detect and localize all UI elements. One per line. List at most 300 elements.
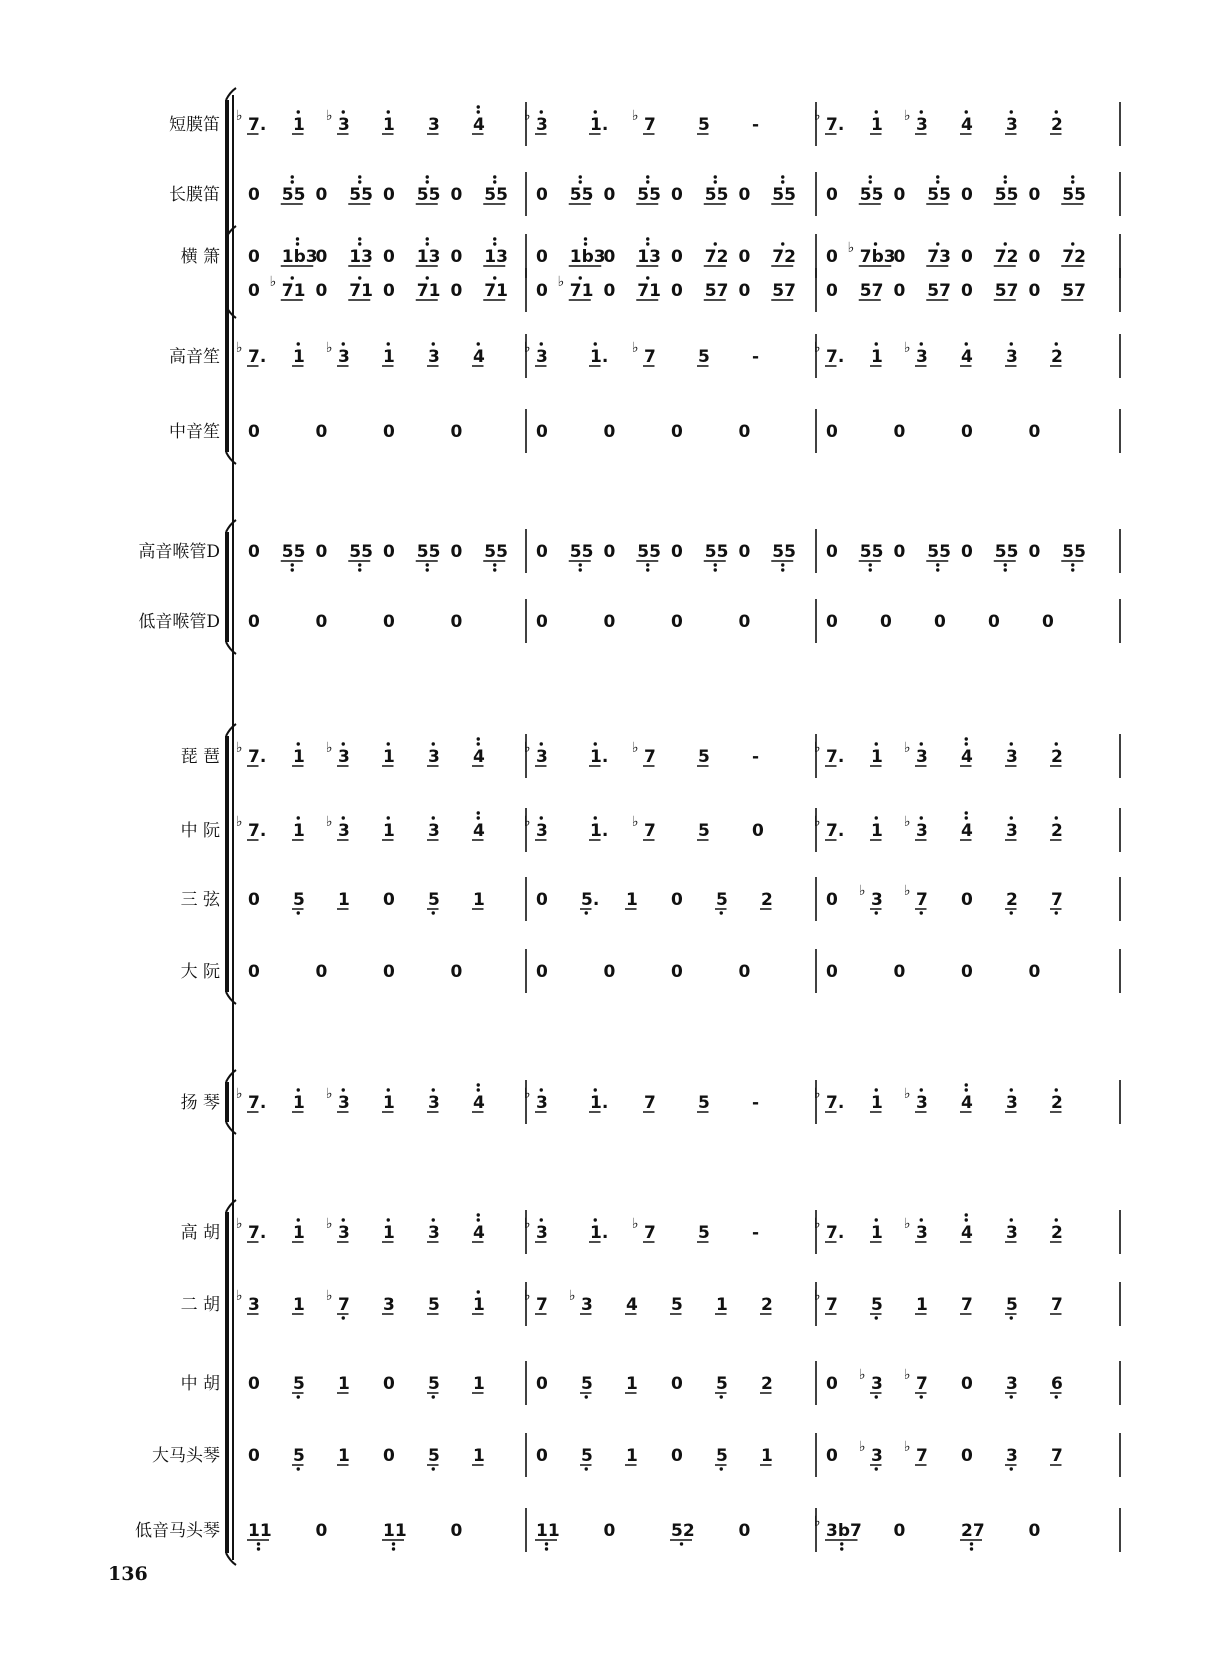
svg-text:0: 0 [988,612,1000,632]
note-hengxiao-1 [316,247,328,267]
note-sanxian [536,890,548,910]
svg-text:2: 2 [1051,821,1063,841]
note-sanxian [580,890,599,915]
svg-text:7.: 7. [248,821,267,841]
note-sanxian [826,890,838,910]
note-zhongyinsheng [894,422,906,442]
note-gaohu [697,1223,710,1243]
svg-text:7.: 7. [826,747,845,767]
note-duanmodi [382,110,395,135]
svg-text:0: 0 [826,890,838,910]
svg-text:1: 1 [761,1446,773,1466]
note-yangqin [814,1086,844,1113]
svg-text:7: 7 [916,1374,928,1394]
svg-text:55: 55 [1062,185,1086,205]
svg-text:♭: ♭ [524,740,531,756]
note-gaohu [814,1216,844,1243]
svg-text:6: 6 [1051,1374,1063,1394]
svg-text:0: 0 [383,422,395,442]
note-gaoyinsheng [524,340,548,367]
svg-text:3: 3 [581,1295,593,1315]
svg-text:♭: ♭ [524,1086,531,1102]
note-duanmodi [427,115,440,135]
note-gaohu [1050,1218,1063,1243]
svg-text:7: 7 [961,1295,973,1315]
note-pipa [236,740,266,767]
svg-text:♭: ♭ [326,340,333,356]
svg-text:0: 0 [603,247,616,267]
svg-text:0: 0 [248,1446,260,1466]
svg-text:♭: ♭ [904,883,911,899]
svg-text:0: 0 [536,612,548,632]
note-pipa [697,747,710,767]
svg-text:0: 0 [826,281,838,301]
note-sanxian [337,890,350,910]
svg-text:3: 3 [916,115,928,135]
note-duanmodi [632,108,656,135]
note-hengxiao-1 [281,237,318,267]
note-yangqin [589,1088,608,1113]
svg-text:-: - [752,347,760,367]
note-gaoyinsheng [904,340,928,367]
note-gaoyinsheng [1050,342,1063,367]
note-diyinhouguan [826,612,838,632]
note-damatouqin [472,1446,485,1466]
svg-text:1: 1 [626,1446,638,1466]
svg-text:0: 0 [450,612,463,632]
svg-text:0: 0 [248,281,260,301]
svg-text:0: 0 [315,422,328,442]
note-pipa [427,742,440,767]
note-gaoyinhouguan [281,542,306,572]
svg-text:0: 0 [536,890,548,910]
note-changmodi [671,185,683,205]
svg-text:7b3: 7b3 [859,247,896,267]
note-gaoyinhouguan [383,542,395,562]
note-changmodi [483,175,508,205]
note-gaohu [589,1218,608,1243]
svg-text:0: 0 [934,612,946,632]
note-diyinmatouqin [894,1521,906,1541]
note-zhongruan [814,814,844,841]
note-damatouqin [248,1446,260,1466]
note-gaoyinsheng [632,340,656,367]
svg-text:0: 0 [536,422,548,442]
svg-text:0: 0 [671,1446,683,1466]
svg-text:3: 3 [916,1093,928,1113]
note-duanmodi [589,110,608,135]
svg-text:0: 0 [671,422,683,442]
instrument-name-yangqin: 扬 琴 [180,1093,220,1113]
svg-text:7: 7 [536,1295,548,1315]
note-diyinhouguan [383,612,395,632]
svg-text:13: 13 [484,247,508,267]
svg-text:1: 1 [293,821,305,841]
note-sanxian [859,883,883,915]
note-yangqin [524,1086,548,1113]
note-hengxiao-2 [739,281,751,301]
note-erhu [292,1295,305,1315]
note-changmodi [569,175,594,205]
note-diyinhouguan [739,612,751,632]
svg-text:0: 0 [826,542,838,562]
svg-text:1: 1 [383,1223,395,1243]
bracket-yangqin [226,1070,236,1134]
note-gaoyinhouguan [926,542,951,572]
note-hengxiao-1 [248,247,260,267]
note-erhu [960,1295,973,1315]
svg-text:5: 5 [698,115,710,135]
svg-text:♭: ♭ [269,274,277,290]
svg-text:1: 1 [871,821,883,841]
note-changmodi [348,175,373,205]
note-hengxiao-2 [771,281,796,301]
note-damatouqin [671,1446,683,1466]
svg-text:0: 0 [738,247,751,267]
svg-text:1: 1 [626,890,638,910]
bracket-strings [226,1200,236,1565]
note-erhu [524,1288,548,1315]
note-pipa [1005,742,1018,767]
svg-text:0: 0 [315,185,328,205]
note-hengxiao-1 [671,247,683,267]
svg-text:7.: 7. [248,747,267,767]
instrument-name-changmodi: 长膜笛 [169,185,220,205]
svg-text:5: 5 [293,1374,305,1394]
note-hengxiao-2 [926,281,951,301]
svg-text:0: 0 [383,890,395,910]
svg-text:4: 4 [961,821,973,841]
note-gaoyinhouguan [1061,542,1086,572]
note-yangqin [236,1086,266,1113]
note-damatouqin [859,1439,883,1471]
note-hengxiao-2 [248,281,260,301]
svg-text:0: 0 [383,281,395,301]
note-sanxian [1005,890,1018,915]
note-changmodi [704,175,729,205]
svg-text:5: 5 [428,890,440,910]
svg-text:4: 4 [473,1223,485,1243]
note-hengxiao-2 [1061,281,1086,301]
note-duanmodi [752,115,759,135]
svg-text:7: 7 [644,347,656,367]
note-erhu [870,1295,883,1320]
note-zhonghu [904,1367,928,1399]
svg-text:3: 3 [871,1374,883,1394]
svg-text:5: 5 [293,890,305,910]
svg-text:♭: ♭ [326,1086,333,1102]
svg-text:0: 0 [383,185,395,205]
svg-text:3b7: 3b7 [826,1521,862,1541]
svg-text:0: 0 [1028,422,1041,442]
svg-text:2: 2 [761,1374,773,1394]
note-hengxiao-1 [383,247,395,267]
note-zhonghu [961,1374,973,1394]
svg-text:♭: ♭ [236,740,243,756]
note-hengxiao-1 [826,247,838,267]
svg-text:0: 0 [315,962,328,982]
note-gaohu [752,1223,759,1243]
svg-text:0: 0 [671,281,683,301]
svg-text:0: 0 [603,185,616,205]
svg-text:4: 4 [961,1223,973,1243]
note-zhongyinsheng [739,422,751,442]
svg-text:5: 5 [428,1374,440,1394]
svg-text:55: 55 [349,542,373,562]
svg-text:7.: 7. [826,1093,845,1113]
note-changmodi [994,175,1019,205]
svg-text:7: 7 [644,821,656,841]
svg-text:3: 3 [1006,1093,1018,1113]
note-diyinmatouqin [814,1514,862,1551]
note-damatouqin [760,1446,773,1466]
note-gaoyinsheng [236,340,266,367]
note-gaoyinsheng [1005,342,1018,367]
svg-text:2: 2 [761,1295,773,1315]
svg-text:0: 0 [603,1521,616,1541]
note-gaohu [904,1216,928,1243]
svg-text:3: 3 [871,890,883,910]
note-erhu [236,1288,260,1315]
svg-text:72: 72 [994,247,1019,267]
note-damatouqin [961,1446,973,1466]
note-zhongruan [382,816,395,841]
svg-text:0: 0 [536,281,548,301]
svg-text:55: 55 [704,542,729,562]
svg-text:0: 0 [826,422,838,442]
note-erhu [326,1288,350,1320]
svg-text:♭: ♭ [236,1086,243,1102]
note-pipa [870,742,883,767]
svg-text:1.: 1. [590,1223,609,1243]
svg-text:13: 13 [349,247,373,267]
svg-text:♭: ♭ [859,1367,866,1383]
note-hengxiao-2 [604,281,616,301]
svg-text:5: 5 [716,890,728,910]
note-zhonghu [625,1374,638,1394]
note-sanxian [625,890,638,910]
svg-text:57: 57 [704,281,729,301]
svg-text:0: 0 [536,1446,548,1466]
note-erhu [569,1288,593,1315]
note-gaoyinhouguan [348,542,373,572]
note-sanxian [248,890,260,910]
note-damatouqin [427,1446,440,1471]
svg-text:3: 3 [338,115,350,135]
svg-text:55: 55 [859,542,884,562]
instrument-name-zhongyinsheng: 中音笙 [169,422,220,442]
svg-text:5: 5 [428,1446,440,1466]
svg-text:0: 0 [383,1374,395,1394]
note-diyinhouguan [880,612,892,632]
svg-text:3: 3 [1006,821,1018,841]
svg-text:7: 7 [644,115,656,135]
note-yangqin [752,1093,759,1113]
instrument-name-gaoyinhouguan: 高音喉管D [138,542,220,562]
note-pipa [326,740,350,767]
svg-text:7.: 7. [826,821,845,841]
note-gaoyinhouguan [826,542,838,562]
note-hengxiao-1 [451,247,463,267]
svg-text:1: 1 [383,115,395,135]
note-changmodi [739,185,751,205]
note-duanmodi [697,115,710,135]
svg-text:0: 0 [315,247,328,267]
instrument-name-zhongruan: 中 阮 [180,821,220,841]
note-changmodi [536,185,548,205]
note-zhongyinsheng [383,422,395,442]
note-gaoyinhouguan [771,542,796,572]
note-sanxian [904,883,928,915]
instrument-name-diyinmatouqin: 低音马头琴 [135,1521,220,1541]
note-zhonghu [826,1374,838,1394]
svg-text:55: 55 [416,542,441,562]
note-zhongyinsheng [826,422,838,442]
note-changmodi [281,175,306,205]
svg-text:3: 3 [338,347,350,367]
note-zhongyinsheng [451,422,463,442]
svg-text:1: 1 [716,1295,728,1315]
note-damatouqin [536,1446,548,1466]
note-damatouqin [904,1439,928,1466]
svg-text:0: 0 [893,185,906,205]
note-daruan [826,962,838,982]
svg-text:0: 0 [671,962,683,982]
svg-text:7.: 7. [248,1093,267,1113]
note-duanmodi [236,108,266,135]
note-changmodi [1061,175,1086,205]
svg-text:0: 0 [603,542,616,562]
svg-text:0: 0 [315,542,328,562]
svg-text:4: 4 [473,821,485,841]
note-gaohu [960,1213,973,1243]
svg-text:0: 0 [536,962,548,982]
svg-text:♭: ♭ [632,108,639,124]
svg-text:0: 0 [315,612,328,632]
svg-text:0: 0 [383,1446,395,1466]
svg-text:5: 5 [428,1295,440,1315]
svg-text:1.: 1. [590,1093,609,1113]
svg-text:5: 5 [293,1446,305,1466]
svg-text:♭: ♭ [557,274,565,290]
svg-text:7: 7 [644,1093,656,1113]
svg-text:71: 71 [569,281,594,301]
note-pipa [382,742,395,767]
note-yangqin [292,1088,305,1113]
svg-text:4: 4 [473,115,485,135]
note-zhongyinsheng [961,422,973,442]
svg-text:7: 7 [644,747,656,767]
note-gaoyinsheng [697,347,710,367]
svg-text:5: 5 [581,1446,593,1466]
svg-text:1: 1 [293,1295,305,1315]
note-duanmodi [326,108,350,135]
note-daruan [383,962,395,982]
svg-text:0: 0 [893,542,906,562]
svg-text:1: 1 [871,747,883,767]
note-gaoyinsheng [814,340,844,367]
note-damatouqin [625,1446,638,1466]
svg-text:0: 0 [893,422,906,442]
svg-text:0: 0 [1042,612,1054,632]
note-diyinhouguan [451,612,463,632]
note-zhongruan [472,811,485,841]
svg-text:0: 0 [738,1521,751,1541]
svg-text:71: 71 [637,281,661,301]
svg-text:0: 0 [880,612,892,632]
svg-text:♭: ♭ [236,340,243,356]
note-gaoyinhouguan [536,542,548,562]
note-gaoyinhouguan [994,542,1019,572]
svg-text:1: 1 [916,1295,928,1315]
svg-text:71: 71 [416,281,441,301]
note-hengxiao-2 [536,281,548,301]
bracket-houguan [226,520,236,654]
note-sanxian [1050,890,1063,915]
svg-text:0: 0 [383,542,395,562]
svg-text:3: 3 [536,347,548,367]
note-hengxiao-1 [848,240,896,267]
note-changmodi [451,185,463,205]
note-hengxiao-1 [739,247,751,267]
svg-text:7.: 7. [248,115,267,135]
svg-text:0: 0 [1028,281,1041,301]
svg-text:1: 1 [383,747,395,767]
note-zhongruan [1005,816,1018,841]
svg-text:♭: ♭ [904,108,911,124]
svg-text:0: 0 [826,612,838,632]
note-pipa [472,737,485,767]
note-yangqin [960,1083,973,1113]
svg-text:4: 4 [473,347,485,367]
note-changmodi [316,185,328,205]
note-gaohu [326,1216,350,1243]
svg-text:♭: ♭ [814,1216,821,1232]
svg-text:4: 4 [961,347,973,367]
note-gaoyinsheng [427,342,440,367]
svg-text:1: 1 [338,1446,350,1466]
svg-text:7: 7 [1051,890,1063,910]
svg-text:71: 71 [484,281,508,301]
note-hengxiao-2 [451,281,463,301]
note-zhongyinsheng [1029,422,1041,442]
svg-text:55: 55 [772,542,796,562]
instrument-name-pipa: 琵 琶 [180,747,220,767]
instrument-name-sanxian: 三 弦 [180,890,220,910]
svg-text:0: 0 [738,612,751,632]
note-duanmodi [524,108,548,135]
svg-text:5: 5 [716,1374,728,1394]
svg-text:5: 5 [698,347,710,367]
instrument-name-gaoyinsheng: 高音笙 [169,347,220,367]
note-hengxiao-2 [416,276,441,301]
svg-text:4: 4 [961,747,973,767]
note-hengxiao-2 [994,281,1019,301]
svg-text:-: - [752,747,760,767]
svg-text:0: 0 [738,185,751,205]
note-yangqin [904,1086,928,1113]
svg-text:0: 0 [248,1374,260,1394]
note-changmodi [604,185,616,205]
svg-text:3: 3 [536,115,548,135]
svg-text:0: 0 [315,1521,328,1541]
note-diyinhouguan [248,612,260,632]
svg-text:71: 71 [349,281,373,301]
note-erhu [625,1295,638,1315]
note-diyinhouguan [988,612,1000,632]
svg-text:5: 5 [871,1295,883,1315]
note-gaoyinhouguan [636,542,661,572]
